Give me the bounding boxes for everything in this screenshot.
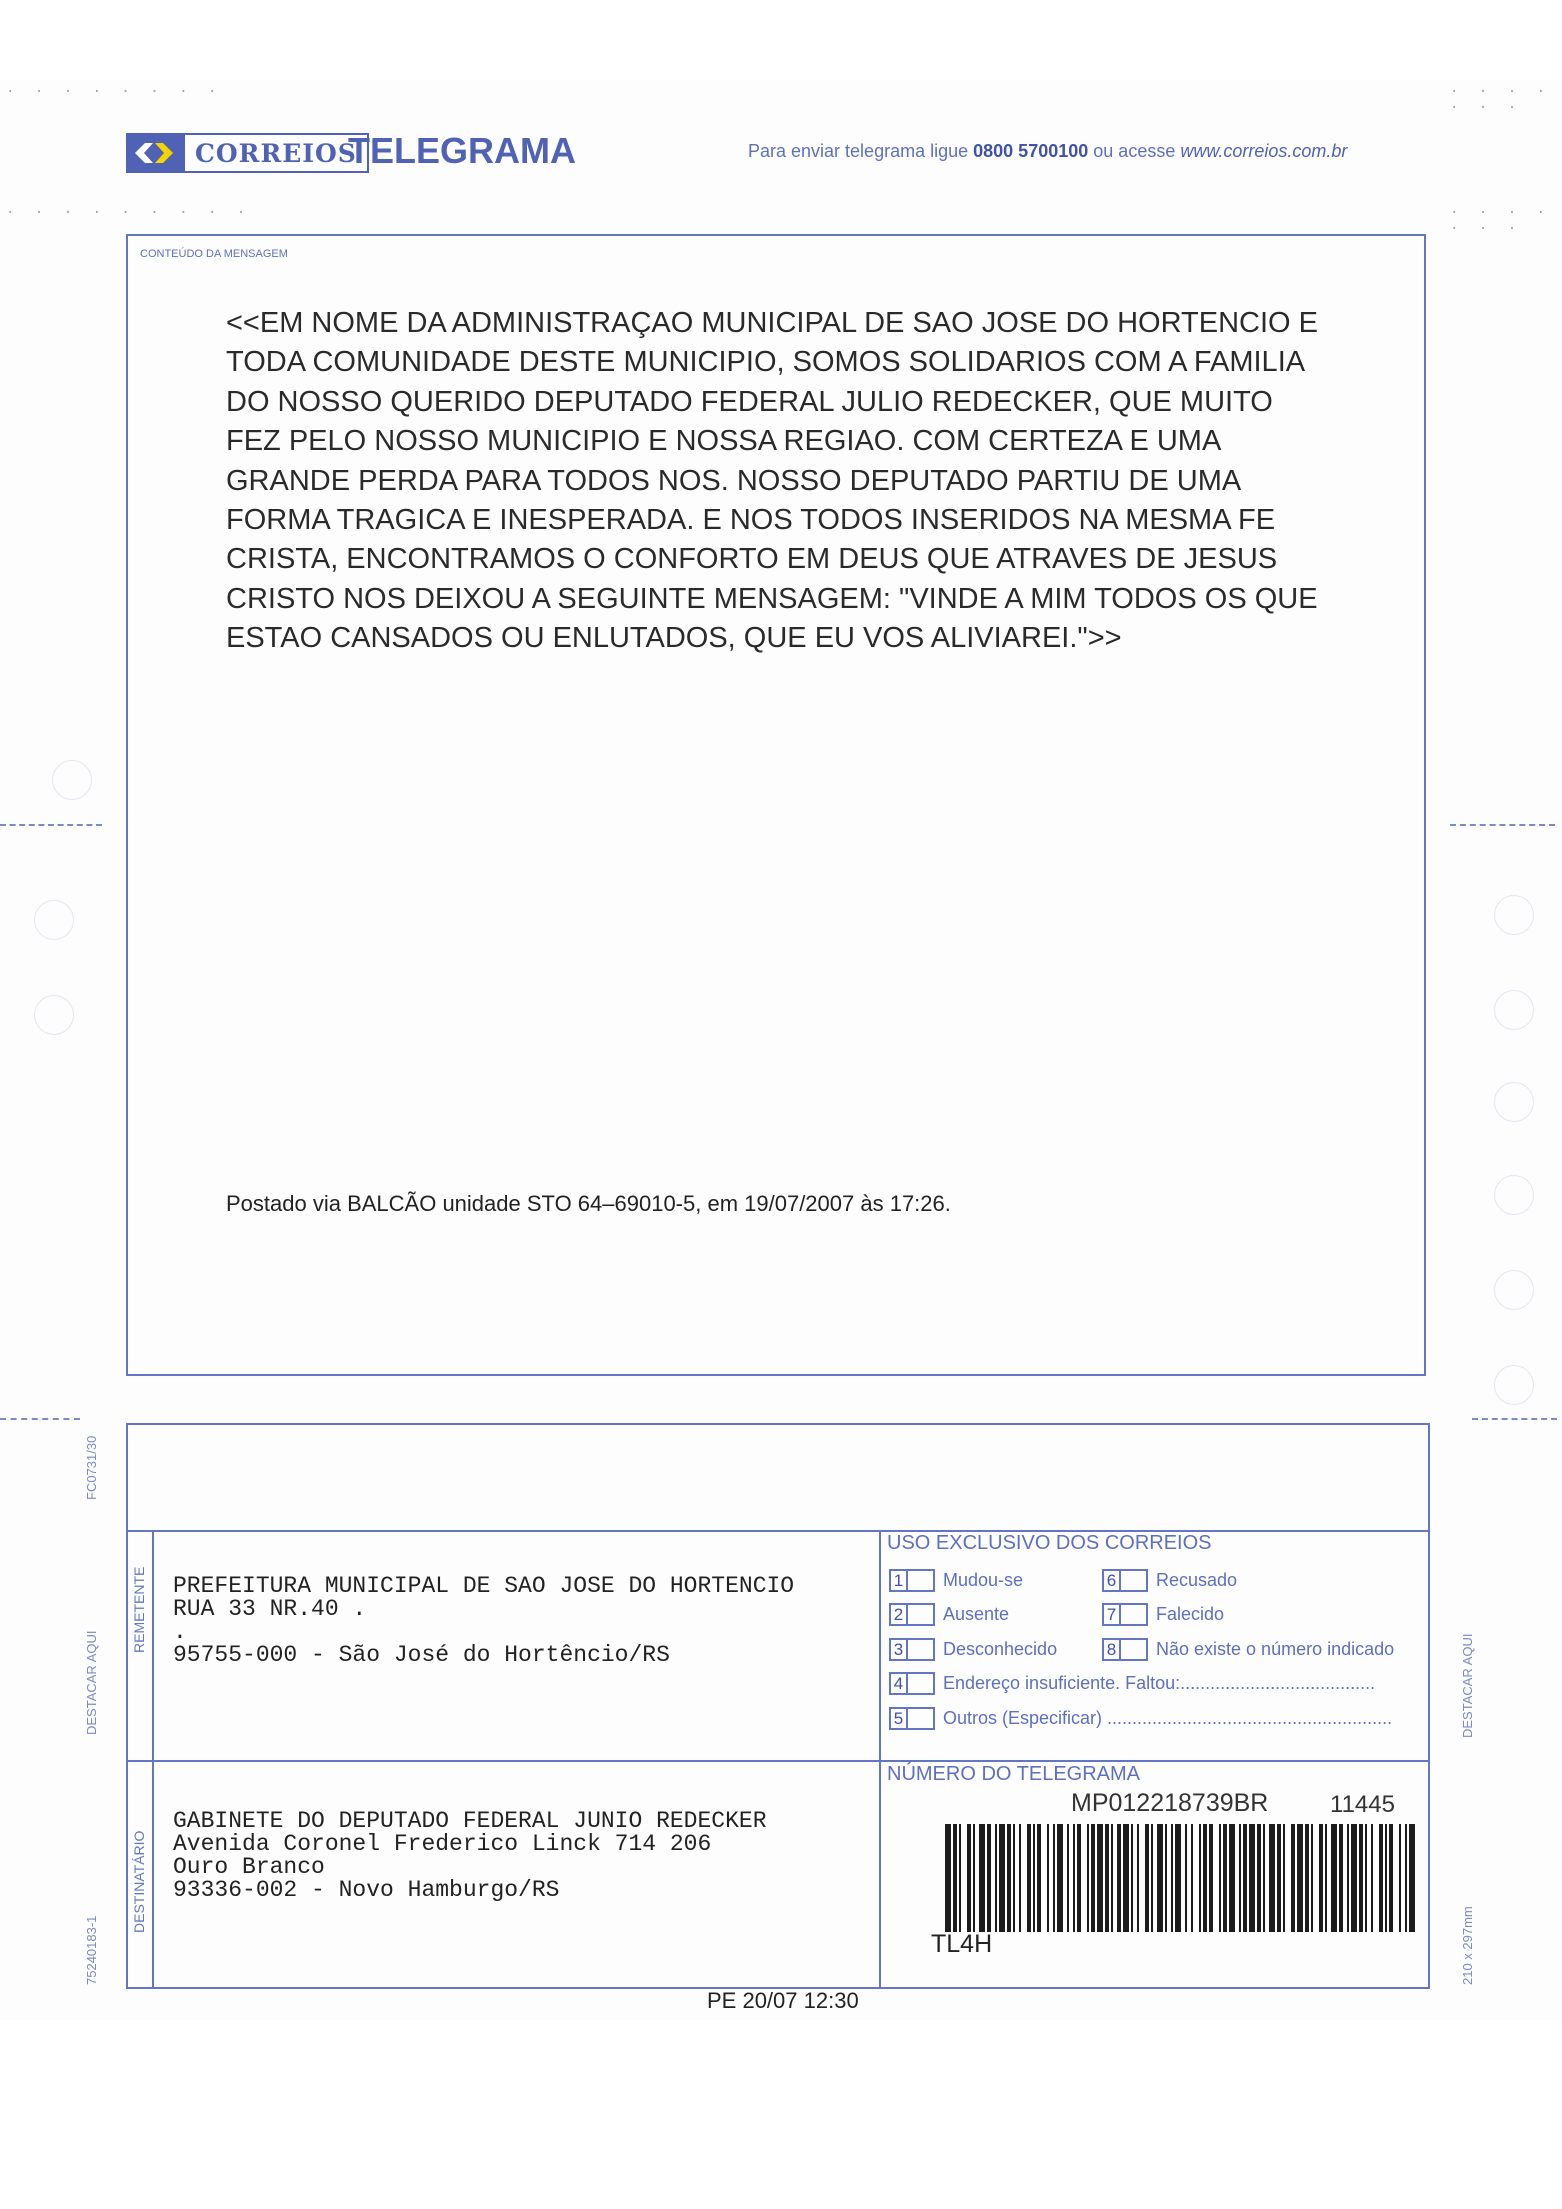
contact-prefix: Para enviar telegrama ligue <box>748 141 969 161</box>
barcode-bar <box>1223 1824 1227 1932</box>
correios-logo-mark <box>126 133 183 173</box>
barcode-bar <box>1269 1824 1275 1932</box>
feed-hole <box>1494 1365 1534 1405</box>
message-line: CRISTO NOS DEIXOU A SEGUINTE MENSAGEM: "VINDE A MIM TODOS OS QUE <box>226 582 1318 615</box>
checkbox[interactable]: 4 <box>889 1672 935 1695</box>
contact-info <box>748 141 1347 162</box>
barcode-bar <box>1175 1824 1181 1932</box>
barcode-bar <box>1263 1824 1265 1932</box>
barcode-bar <box>1283 1824 1285 1932</box>
barcode-bar <box>1409 1824 1415 1932</box>
barcode-bar <box>1389 1824 1393 1932</box>
barcode-bar <box>1087 1824 1089 1932</box>
barcode-bar <box>1199 1824 1201 1932</box>
barcode-bar <box>1291 1824 1295 1932</box>
message-line: ESTAO CANSADOS OU ENLUTADOS, QUE EU VOS ALIVIAREI.">> <box>226 622 1122 655</box>
barcode-bar <box>1033 1824 1035 1932</box>
perforation-dots: · · · · · · · <box>1450 205 1552 237</box>
barcode-bar <box>987 1824 991 1932</box>
contact-middle: ou acesse <box>1093 141 1176 161</box>
form-divider <box>152 1530 154 1987</box>
barcode-bar <box>1277 1824 1281 1932</box>
barcode-bar <box>1047 1824 1049 1932</box>
sender-address <box>173 1575 794 1667</box>
form-divider <box>128 1530 1428 1532</box>
tear-line <box>0 1418 80 1420</box>
barcode-bar <box>1091 1824 1095 1932</box>
sender-line: RUA 33 NR.40 . <box>173 1596 367 1622</box>
cut-here-label-right: DESTACAR AQUI <box>1460 1633 1475 1738</box>
barcode-bar <box>1305 1824 1309 1932</box>
return-reason-option: 4 Endereço insuficiente. Faltou:....................................... <box>889 1672 1375 1695</box>
checkbox[interactable]: 8 <box>1102 1638 1148 1661</box>
tear-line <box>0 824 102 826</box>
correios-logo <box>126 133 369 173</box>
barcode-bar <box>1239 1824 1241 1932</box>
return-reason-option: 2 Ausente <box>889 1603 1009 1626</box>
barcode-bar <box>1077 1824 1081 1932</box>
contact-website: www.correios.com.br <box>1180 141 1348 161</box>
barcode-bar <box>1191 1824 1193 1932</box>
posting-info: Postado via BALCÃO unidade STO 64–69010-5, em 19/07/2007 às 17:26. <box>226 1191 951 1216</box>
barcode-bar <box>1385 1824 1387 1932</box>
barcode-bar <box>1219 1824 1221 1932</box>
barcode-bar <box>1249 1824 1255 1932</box>
barcode-bar <box>1157 1824 1163 1932</box>
barcode-bar <box>1165 1824 1167 1932</box>
postmark: PE 20/07 12:30 <box>707 1988 859 2013</box>
barcode-bar <box>1111 1824 1113 1932</box>
barcode-bar <box>1137 1824 1139 1932</box>
barcode-bar <box>1311 1824 1313 1932</box>
barcode-bar <box>1257 1824 1261 1932</box>
barcode-bar <box>1325 1824 1327 1932</box>
barcode-bar <box>979 1824 985 1932</box>
message-label: CONTEÚDO DA MENSAGEM <box>140 248 288 260</box>
message-line: TODA COMUNIDADE DESTE MUNICIPIO, SOMOS SOLIDARIOS COM A FAMILIA <box>226 346 1306 379</box>
barcode-bar <box>1073 1824 1075 1932</box>
barcode-bar <box>1007 1824 1011 1932</box>
barcode-bar <box>1243 1824 1247 1932</box>
checkbox[interactable]: 3 <box>889 1638 935 1661</box>
message-body <box>226 304 1426 659</box>
barcode-bar <box>1171 1824 1173 1932</box>
paper-size-label: 210 x 297mm <box>1460 1906 1475 1985</box>
cut-here-label-left: DESTACAR AQUI <box>84 1630 99 1735</box>
barcode-bar <box>1131 1824 1133 1932</box>
barcode-bar <box>1117 1824 1121 1932</box>
telegram-number: MP012218739BR <box>1071 1789 1269 1817</box>
recipient-line: 93336-002 - Novo Hamburgo/RS <box>173 1877 560 1903</box>
barcode-bar <box>945 1824 951 1932</box>
tear-line <box>1472 1418 1557 1420</box>
barcode-bar <box>1097 1824 1103 1932</box>
feed-hole <box>52 760 92 800</box>
barcode-bar <box>1379 1824 1383 1932</box>
barcode-bar <box>1057 1824 1063 1932</box>
barcode-bar <box>1037 1824 1041 1932</box>
feed-hole <box>1494 1082 1534 1122</box>
barcode-bar <box>1359 1824 1363 1932</box>
feed-hole <box>34 995 74 1035</box>
sender-line: PREFEITURA MUNICIPAL DE SAO JOSE DO HORTENCIO <box>173 1573 795 1599</box>
barcode-bar <box>1229 1824 1235 1932</box>
barcode-bar <box>1027 1824 1031 1932</box>
contact-phone: 0800 5700100 <box>973 141 1089 161</box>
barcode-bar <box>995 1824 997 1932</box>
sender-label: REMETENTE <box>131 1566 147 1653</box>
barcode-bar <box>973 1824 975 1932</box>
recipient-line: Avenida Coronel Frederico Linck 714 206 <box>173 1831 712 1857</box>
return-reason-option: 6 Recusado <box>1102 1569 1237 1592</box>
barcode-bar <box>1347 1824 1349 1932</box>
sender-line: . <box>173 1619 187 1645</box>
checkbox[interactable]: 1 <box>889 1569 935 1592</box>
checkbox[interactable]: 2 <box>889 1603 935 1626</box>
recipient-address <box>173 1810 767 1902</box>
return-reason-option: 1 Mudou-se <box>889 1569 1023 1592</box>
barcode-bar <box>1019 1824 1021 1932</box>
barcode-bar <box>1405 1824 1407 1932</box>
recipient-label: DESTINATÁRIO <box>131 1830 147 1933</box>
tear-line <box>1450 824 1555 826</box>
barcode-bar <box>1297 1824 1303 1932</box>
message-box <box>126 234 1426 1376</box>
barcode-bar <box>1123 1824 1129 1932</box>
telegram-number-title: NÚMERO DO TELEGRAMA <box>887 1763 1140 1785</box>
message-line: CRISTA, ENCONTRAMOS O CONFORTO EM DEUS QUE ATRAVES DE JESUS <box>226 543 1278 576</box>
return-reason-option: 8 Não existe o número indicado <box>1102 1638 1394 1661</box>
barcode-bar <box>1319 1824 1323 1932</box>
sender-line: 95755-000 - São José do Hortêncio/RS <box>173 1642 670 1668</box>
route-code: TL4H <box>931 1930 993 1958</box>
checkbox[interactable]: 6 <box>1102 1569 1148 1592</box>
barcode-bar <box>953 1824 957 1932</box>
message-line: FEZ PELO NOSSO MUNICIPIO E NOSSA REGIAO. COM CERTEZA E UMA <box>226 425 1222 458</box>
recipient-line: Ouro Branco <box>173 1854 325 1880</box>
barcode-bar <box>959 1824 961 1932</box>
feed-hole <box>34 900 74 940</box>
barcode-bar <box>999 1824 1005 1932</box>
perforation-dots: · · · · · · · · · <box>6 205 252 221</box>
form-divider <box>128 1760 1428 1762</box>
barcode-bar <box>1145 1824 1149 1932</box>
message-line: FORMA TRAGICA E INESPERADA. E NOS TODOS INSERIDOS NA MESMA FE <box>226 504 1276 537</box>
barcode-bar <box>1203 1824 1207 1932</box>
return-reason-option: 3 Desconhecido <box>889 1638 1057 1661</box>
barcode-bar <box>1339 1824 1343 1932</box>
post-office-use-title: USO EXCLUSIVO DOS CORREIOS <box>887 1532 1212 1554</box>
serial-label: 75240183-1 <box>84 1915 99 1985</box>
recipient-line: GABINETE DO DEPUTADO FEDERAL JUNIO REDECKER <box>173 1808 767 1834</box>
barcode-bar <box>967 1824 971 1932</box>
barcode-bar <box>1013 1824 1015 1932</box>
feed-hole <box>1494 895 1534 935</box>
barcode-bar <box>1151 1824 1153 1932</box>
barcode <box>945 1824 1410 1932</box>
barcode-bar <box>1331 1824 1337 1932</box>
barcode-bar <box>1365 1824 1367 1932</box>
checkbox[interactable]: 5 <box>889 1707 935 1730</box>
form-divider <box>879 1530 881 1987</box>
perforation-dots: · · · · · · · · <box>6 84 223 100</box>
message-line: GRANDE PERDA PARA TODOS NOS. NOSSO DEPUTADO PARTIU DE UMA <box>226 464 1242 497</box>
barcode-bar <box>1371 1824 1373 1932</box>
barcode-bar <box>1053 1824 1055 1932</box>
return-reason-option: 7 Falecido <box>1102 1603 1224 1626</box>
barcode-bar <box>1067 1824 1069 1932</box>
barcode-bar <box>1209 1824 1213 1932</box>
checkbox[interactable]: 7 <box>1102 1603 1148 1626</box>
document-title: TELEGRAMA <box>348 130 576 171</box>
barcode-bar <box>1105 1824 1109 1932</box>
telegram-code: 11445 <box>1330 1791 1395 1818</box>
feed-hole <box>1494 990 1534 1030</box>
barcode-bar <box>1351 1824 1357 1932</box>
perforation-dots: · · · · · · · <box>1450 84 1552 116</box>
correios-wordmark: CORREIOS <box>183 133 369 173</box>
barcode-bar <box>1185 1824 1187 1932</box>
feed-hole <box>1494 1175 1534 1215</box>
return-reason-option: 5 Outros (Especificar) ......................................................... <box>889 1707 1392 1730</box>
message-line: <<EM NOME DA ADMINISTRAÇAO MUNICIPAL DE SAO JOSE DO HORTENCIO E <box>226 307 1318 339</box>
form-code-label: FC0731/30 <box>84 1435 99 1500</box>
message-line: DO NOSSO QUERIDO DEPUTADO FEDERAL JULIO REDECKER, QUE MUITO <box>226 385 1273 418</box>
feed-hole <box>1494 1270 1534 1310</box>
barcode-bar <box>1399 1824 1401 1932</box>
address-form <box>126 1423 1430 1989</box>
